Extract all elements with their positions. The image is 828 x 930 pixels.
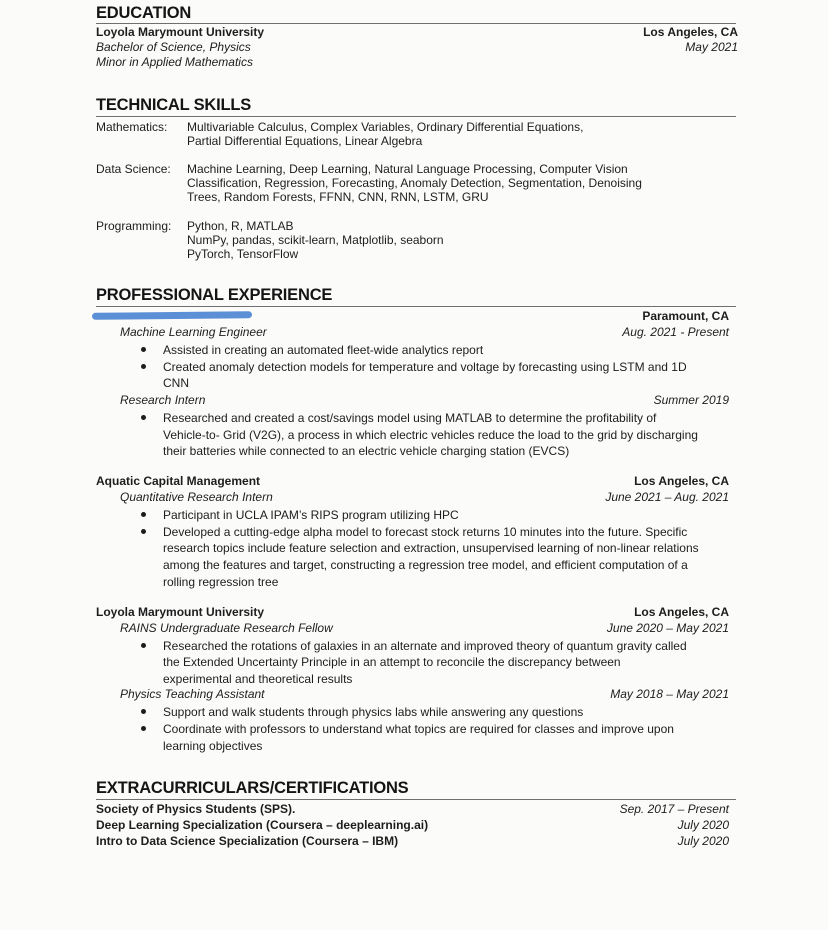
job2-role: Quantitative Research Intern	[120, 490, 273, 504]
bullet-text: Created anomaly detection models for temperature and voltage by forecasting using LSTM and 1D	[163, 360, 687, 374]
extra-item: Society of Physics Students (SPS).	[96, 802, 296, 816]
job1-role2: Research Intern	[120, 393, 206, 407]
skills-math-line: Multivariable Calculus, Complex Variables, Ordinary Differential Equations,	[187, 120, 584, 134]
bullet-icon	[141, 726, 146, 731]
bullet-text-cont: their batteries while connected to an electric vehicle charging station (EVCS)	[163, 444, 570, 458]
extra-rule	[96, 799, 736, 800]
bullet-text-cont: learning objectives	[163, 739, 263, 753]
job1-date2: Summer 2019	[653, 393, 729, 407]
job2-date: June 2021 – Aug. 2021	[605, 490, 729, 504]
redaction-mark	[92, 311, 252, 320]
job3-role2: Physics Teaching Assistant	[120, 687, 265, 701]
bullet-icon	[141, 364, 146, 369]
education-rule	[96, 23, 736, 24]
bullet-text: Assisted in creating an automated fleet-wide analytics report	[163, 343, 484, 357]
education-heading: EDUCATION	[96, 4, 192, 22]
job3-role1: RAINS Undergraduate Research Fellow	[120, 621, 333, 635]
bullet-text-cont: CNN	[163, 376, 189, 390]
bullet-icon	[141, 643, 146, 648]
job2-company: Aquatic Capital Management	[96, 474, 261, 488]
education-minor: Minor in Applied Mathematics	[96, 55, 253, 69]
bullet-icon	[141, 529, 146, 534]
job1-date1: Aug. 2021 - Present	[622, 325, 729, 339]
bullet-text-cont: among the features and target, constructing a regression tree model, and efficient computation of a	[163, 558, 688, 572]
bullet-text-cont: research topics include feature selection and extraction, unsupervised learning of non-linear relations	[163, 541, 699, 555]
bullet-text: Support and walk students through physics labs while answering any questions	[163, 705, 584, 719]
bullet-text-cont: the Extended Uncertainty Principle in an attempt to reconcile the discrepancy between	[163, 655, 621, 669]
education-school: Loyola Marymount University	[96, 25, 265, 39]
skills-prog-line: PyTorch, TensorFlow	[187, 247, 299, 261]
education-location: Los Angeles, CA	[643, 25, 738, 39]
skills-heading: TECHNICAL SKILLS	[96, 96, 252, 114]
bullet-text: Researched the rotations of galaxies in an alternate and improved theory of quantum gravity called	[163, 639, 687, 653]
job3-location: Los Angeles, CA	[634, 605, 729, 619]
skills-prog-line: Python, R, MATLAB	[187, 219, 294, 233]
skills-prog-line: NumPy, pandas, scikit-learn, Matplotlib, seaborn	[187, 233, 444, 247]
bullet-text: Participant in UCLA IPAM’s RIPS program utilizing HPC	[163, 508, 459, 522]
bullet-text: Coordinate with professors to understand what topics are required for classes and improve upon	[163, 722, 674, 736]
extra-item: Intro to Data Science Specialization (Coursera – IBM)	[96, 834, 399, 848]
bullet-text: Researched and created a cost/savings model using MATLAB to determine the profitability of	[163, 411, 657, 425]
extra-heading: EXTRACURRICULARS/CERTIFICATIONS	[96, 779, 409, 797]
experience-rule	[96, 306, 736, 307]
job2-location: Los Angeles, CA	[634, 474, 729, 488]
skills-ds-line: Machine Learning, Deep Learning, Natural Language Processing, Computer Vision	[187, 162, 628, 176]
extra-date: Sep. 2017 – Present	[619, 802, 729, 816]
bullet-icon	[141, 415, 146, 420]
bullet-icon	[141, 512, 146, 517]
extra-item: Deep Learning Specialization (Coursera – deeplearning.ai)	[96, 818, 429, 832]
education-degree: Bachelor of Science, Physics	[96, 40, 251, 54]
experience-heading: PROFESSIONAL EXPERIENCE	[96, 286, 333, 304]
extra-date: July 2020	[677, 818, 729, 832]
bullet-icon	[141, 709, 146, 714]
job3-date1: June 2020 – May 2021	[606, 621, 729, 635]
bullet-text-cont: rolling regression tree	[163, 575, 279, 589]
bullet-text-cont: experimental and theoretical results	[163, 672, 353, 686]
skills-rule	[96, 116, 736, 117]
skills-ds-line: Classification, Regression, Forecasting, Anomaly Detection, Segmentation, Denoising	[187, 176, 642, 190]
bullet-icon	[141, 347, 146, 352]
skills-ds-line: Trees, Random Forests, FFNN, CNN, RNN, LSTM, GRU	[187, 190, 489, 204]
education-date: May 2021	[685, 40, 738, 54]
extra-date: July 2020	[677, 834, 729, 848]
bullet-text-cont: Vehicle-to- Grid (V2G), a process in which electric vehicles reduce the load to the grid by discharging	[163, 428, 698, 442]
job3-date2: May 2018 – May 2021	[610, 687, 729, 701]
job1-location: Paramount, CA	[642, 309, 729, 323]
skills-label-programming: Programming:	[96, 219, 172, 233]
bullet-text: Developed a cutting-edge alpha model to forecast stock returns 10 minutes into the future. Specific	[163, 525, 688, 539]
skills-math-line: Partial Differential Equations, Linear Algebra	[187, 134, 423, 148]
job1-role1: Machine Learning Engineer	[120, 325, 267, 339]
skills-label-data-science: Data Science:	[96, 162, 171, 176]
skills-label-mathematics: Mathematics:	[96, 120, 168, 134]
job3-company: Loyola Marymount University	[96, 605, 265, 619]
